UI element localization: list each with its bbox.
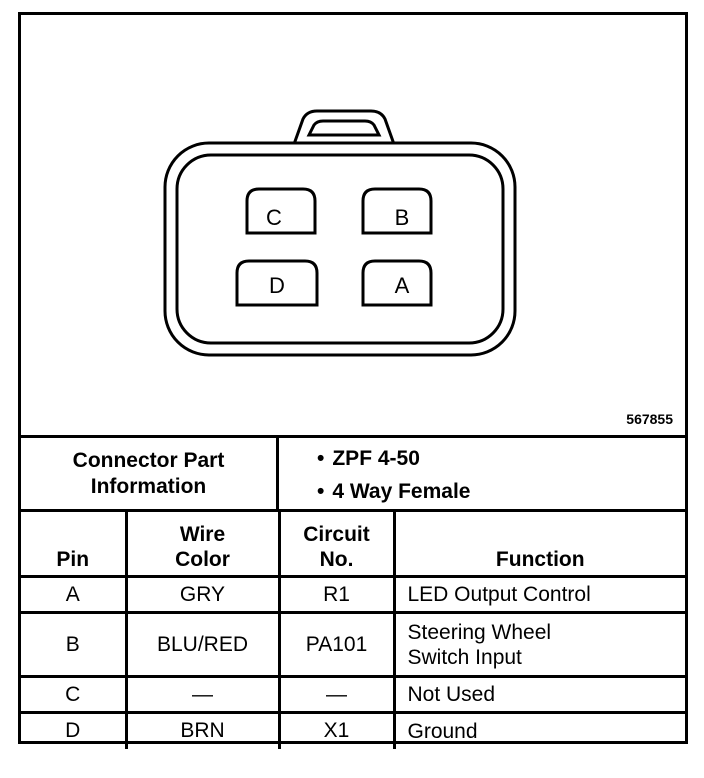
cell-pin: D xyxy=(21,713,126,749)
table-row xyxy=(21,677,685,713)
connector-info-list xyxy=(279,438,685,509)
cavity-d-label: D xyxy=(269,273,285,298)
table-row xyxy=(21,613,685,677)
info-label-line1: Connector Part xyxy=(72,448,225,472)
table-row xyxy=(21,577,685,613)
cell-circuit: PA101 xyxy=(279,613,394,677)
table-header-row xyxy=(21,511,685,577)
cell-circuit: R1 xyxy=(279,577,394,613)
header-circuit: Circuit No. xyxy=(279,511,394,577)
figure-id: 567855 xyxy=(626,411,673,427)
cell-function: Steering Wheel Switch Input xyxy=(394,613,685,677)
cell-wire-color: GRY xyxy=(126,577,279,613)
header-function: Function xyxy=(394,511,685,577)
connector-body-outer xyxy=(165,143,515,355)
pin-table xyxy=(21,509,685,749)
cavity-b-label: B xyxy=(394,205,410,230)
cell-wire-color: BLU/RED xyxy=(126,613,279,677)
info-label-line2: Information xyxy=(90,474,207,498)
cavity-a-label: A xyxy=(394,273,410,298)
connector-diagram xyxy=(21,15,685,435)
info-item: • 4 Way Female xyxy=(317,475,685,508)
cell-pin: B xyxy=(21,613,126,677)
cell-function: Ground xyxy=(394,713,685,749)
connector-info-label xyxy=(21,438,279,509)
cell-wire-color: BRN xyxy=(126,713,279,749)
cell-function: LED Output Control xyxy=(394,577,685,613)
info-item: • ZPF 4-50 xyxy=(317,442,685,475)
connector-frame xyxy=(18,12,688,744)
table-row xyxy=(21,713,685,749)
connector-latch-inner xyxy=(309,121,379,135)
cell-circuit: — xyxy=(279,677,394,713)
cell-pin: C xyxy=(21,677,126,713)
cell-circuit: X1 xyxy=(279,713,394,749)
connector-info-row xyxy=(21,435,685,509)
connector-drawing xyxy=(21,15,685,435)
header-wire-color: Wire Color xyxy=(126,511,279,577)
cavity-c-label: C xyxy=(266,205,282,230)
cell-function: Not Used xyxy=(394,677,685,713)
cell-pin: A xyxy=(21,577,126,613)
cell-wire-color: — xyxy=(126,677,279,713)
header-pin: Pin xyxy=(21,511,126,577)
